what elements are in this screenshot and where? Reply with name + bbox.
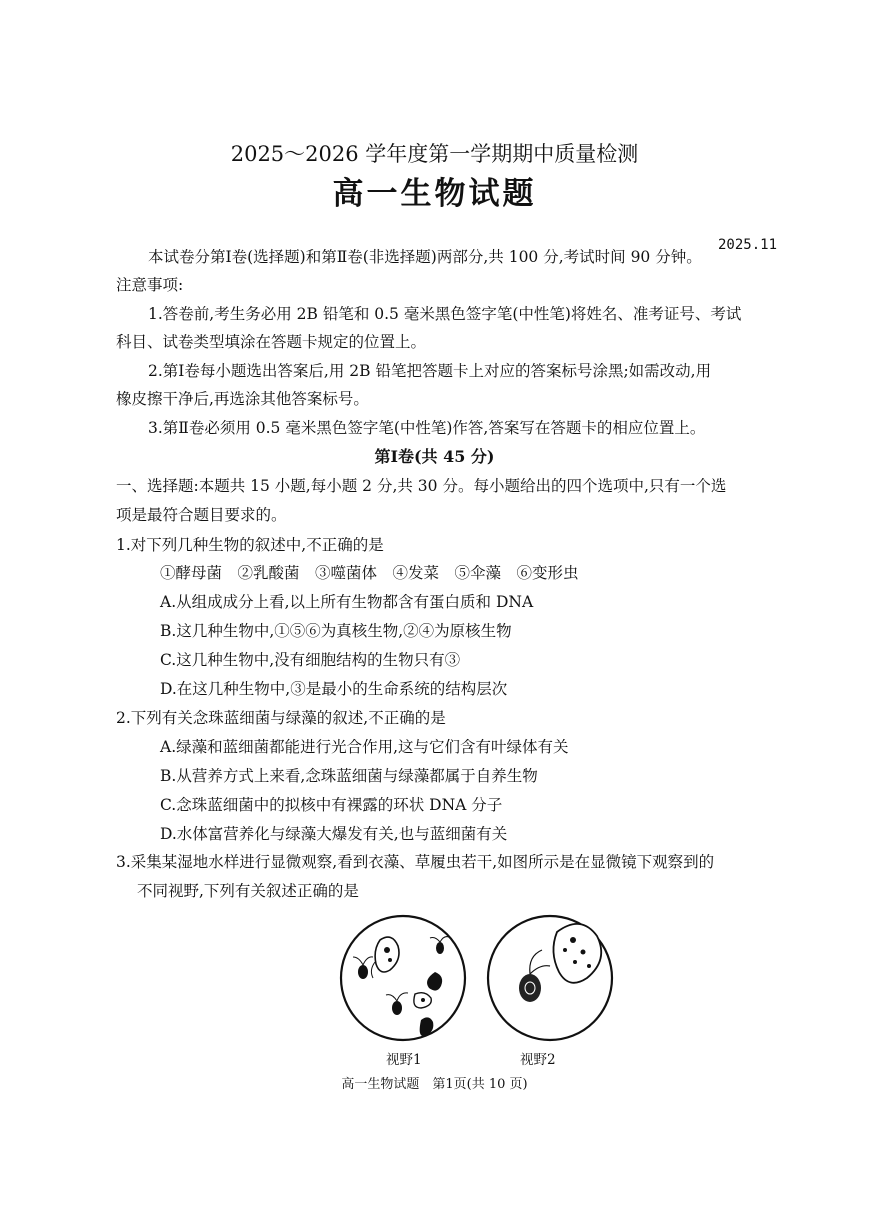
paramecium-icon [427,972,442,991]
exam-date: 2025.11 [718,237,778,253]
answer-option: B.这几种生物中,①⑤⑥为真核生物,②④为原核生物 [160,622,512,640]
question-items: ①酵母菌 ②乳酸菌 ③噬菌体 ④发菜 ⑤伞藻 ⑥变形虫 [160,564,579,582]
note-line: 3.第Ⅱ卷必须用 0.5 毫米黑色签字笔(中性笔)作答,答案写在答题卡的相应位置上。 [148,419,706,437]
part-instruction: 项是最符合题目要求的。 [116,506,287,524]
note-line: 橡皮擦干净后,再选涂其他答案标号。 [116,390,369,408]
figure-caption: 视野1 [386,1052,422,1068]
chlamydomonas-icon [353,957,373,979]
exam-title: 高一生物试题 [332,176,537,212]
answer-option: D.在这几种生物中,③是最小的生命系统的结构层次 [160,680,508,698]
chlamydomonas-icon [430,937,449,954]
chlamydomonas-icon [519,950,550,1002]
chlamydomonas-icon [386,993,408,1015]
question-stem: 1.对下列几种生物的叙述中,不正确的是 [116,536,384,554]
field-of-view-1 [341,916,465,1040]
paramecium-icon [553,924,601,983]
note-line: 2.第Ⅰ卷每小题选出答案后,用 2B 铅笔把答题卡上对应的答案标号涂黑;如需改动,用 [148,362,712,380]
figure-caption: 视野2 [520,1052,556,1068]
question-stem: 3.采集某湿地水样进行显微观察,看到衣藻、草履虫若干,如图所示是在显微镜下观察到的 [116,853,715,871]
exam-subtitle: 2025～2026 学年度第一学期期中质量检测 [230,142,639,166]
answer-option: A.从组成成分上看,以上所有生物都含有蛋白质和 DNA [160,593,534,611]
answer-option: A.绿藻和蓝细菌都能进行光合作用,这与它们含有叶绿体有关 [160,738,569,756]
field-of-view-2 [488,916,612,1040]
part-instruction: 一、选择题:本题共 15 小题,每小题 2 分,共 30 分。每小题给出的四个选项中,只有一个选 [116,477,727,495]
answer-option: B.从营养方式上来看,念珠蓝细菌与绿藻都属于自养生物 [160,767,538,785]
question-stem: 2.下列有关念珠蓝细菌与绿藻的叙述,不正确的是 [116,709,446,727]
answer-option: D.水体富营养化与绿藻大爆发有关,也与蓝细菌有关 [160,825,508,843]
section-title: 第Ⅰ卷(共 45 分) [374,447,495,466]
microscope-figure [335,910,625,1050]
answer-option: C.这几种生物中,没有细胞结构的生物只有③ [160,651,461,669]
note-line: 1.答卷前,考生务必用 2B 铅笔和 0.5 毫米黑色签字笔(中性笔)将姓名、准考证号、考试 [148,305,742,323]
notes-heading: 注意事项: [116,276,184,294]
note-line: 科目、试卷类型填涂在答题卡规定的位置上。 [116,333,427,351]
paramecium-icon [414,993,431,1008]
answer-option: C.念珠蓝细菌中的拟核中有裸露的环状 DNA 分子 [160,796,503,814]
question-stem: 不同视野,下列有关叙述正确的是 [137,882,359,900]
intro-text: 本试卷分第Ⅰ卷(选择题)和第Ⅱ卷(非选择题)两部分,共 100 分,考试时间 90 分钟。 [148,248,702,266]
page-footer: 高一生物试题 第1页(共 10 页) [341,1077,528,1092]
paramecium-icon [371,937,399,978]
